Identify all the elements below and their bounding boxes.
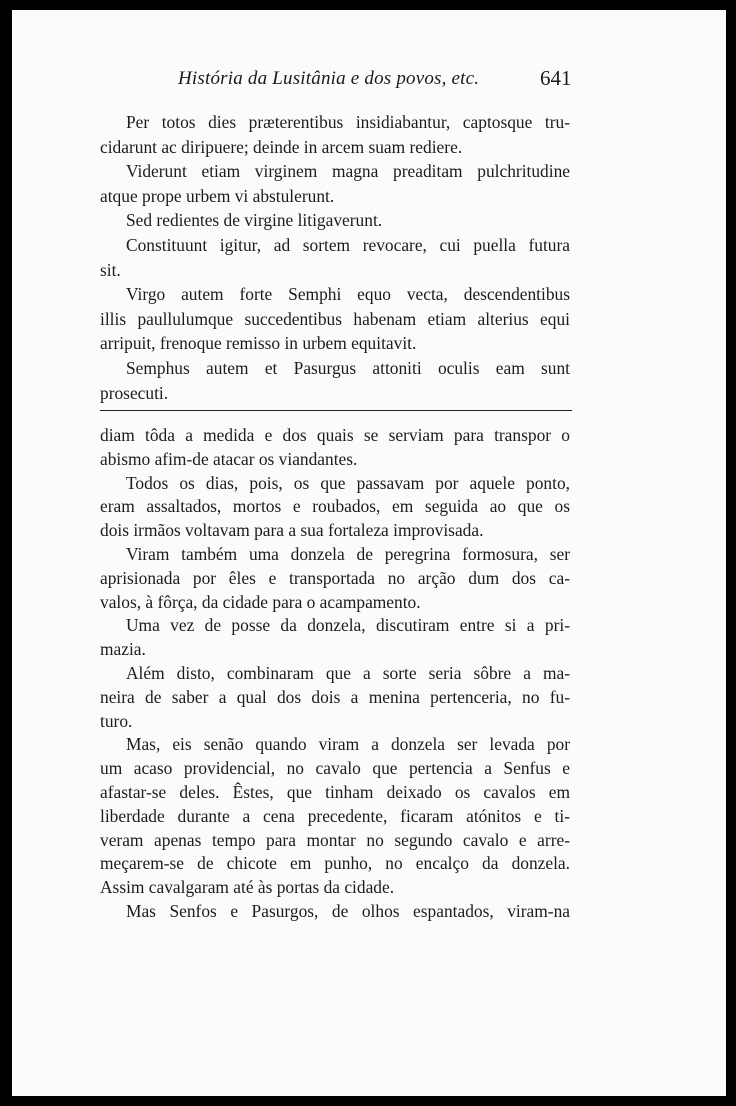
text-line: Viram também uma donzela de peregrina formosura, ser (126, 543, 570, 564)
text-line: arripuit, frenoque remisso in urbem equitavit. (100, 333, 417, 354)
text-line: valos, à fôrça, da cidade para o acampamento. (100, 591, 421, 612)
text-line: atque prope urbem vi abstulerunt. (100, 185, 335, 206)
page-header (12, 68, 726, 98)
text-line: veram apenas tempo para montar no segundo cavalo e arre- (100, 829, 570, 850)
text-line: diam tôda a medida e dos quais se serviam para transpor o (100, 425, 570, 445)
text-line: abismo afim-de atacar os viandantes. (100, 448, 358, 469)
text-line: illis paullulumque succedentibus habenam etiam alterius equi (100, 308, 570, 329)
text-line: Virgo autem forte Semphi equo vecta, descendentibus (126, 284, 570, 305)
text-line: cidarunt ac diripuere; deinde in arcem suam rediere. (100, 136, 463, 157)
text-line: Sed redientes de virgine litigaverunt. (126, 210, 383, 231)
running-title: História da Lusitânia e dos povos, etc. (178, 68, 480, 89)
text-line: Constituunt igitur, ad sortem revocare, cui puella futura (126, 234, 570, 255)
portuguese-text-block (100, 424, 570, 924)
text-line: Viderunt etiam virginem magna preaditam pulchritudine (126, 161, 570, 182)
text-line: Uma vez de posse da donzela, discutiram entre si a pri- (126, 615, 570, 636)
text-line: liberdade durante a cena precedente, ficaram atónitos e ti- (100, 805, 570, 826)
text-line: meçarem-se de chicote em punho, no encalço da donzela. (100, 853, 570, 874)
text-line: turo. (100, 710, 133, 731)
text-line: mazia. (100, 639, 146, 660)
footnote-divider (100, 410, 572, 411)
text-line: afastar-se deles. Êstes, que tinham deixado os cavalos em (100, 781, 570, 802)
page-number: 641 (540, 66, 572, 90)
text-line: aprisionada por êles e transportada no arção dum dos ca- (100, 567, 570, 588)
text-line: prosecuti. (100, 382, 169, 403)
text-line: Além disto, combinaram que a sorte seria sôbre a ma- (126, 662, 570, 683)
text-line: sit. (100, 259, 121, 280)
text-line: um acaso providencial, no cavalo que pertencia a Senfus e (100, 758, 570, 779)
latin-text-block (100, 110, 570, 405)
text-line: Assim cavalgaram até às portas da cidade. (100, 877, 395, 898)
book-page (12, 10, 726, 1096)
text-line: Mas, eis senão quando viram a donzela ser levada por (126, 734, 570, 755)
text-line: Semphus autem et Pasurgus attoniti oculis eam sunt (126, 357, 570, 378)
text-line: Per totos dies prӕterentibus insidiabantur, captosque tru- (126, 112, 570, 132)
text-line: eram assaltados, mortos e roubados, em seguida ao que os (100, 496, 570, 517)
text-line: Todos os dias, pois, os que passavam por aquele ponto, (126, 472, 570, 493)
text-line: Mas Senfos e Pasurgos, de olhos espantados, viram-na (126, 900, 570, 921)
text-line: dois irmãos voltavam para a sua fortaleza improvisada. (100, 520, 484, 541)
text-line: neira de saber a qual dos dois a menina pertenceria, no fu- (100, 686, 570, 707)
